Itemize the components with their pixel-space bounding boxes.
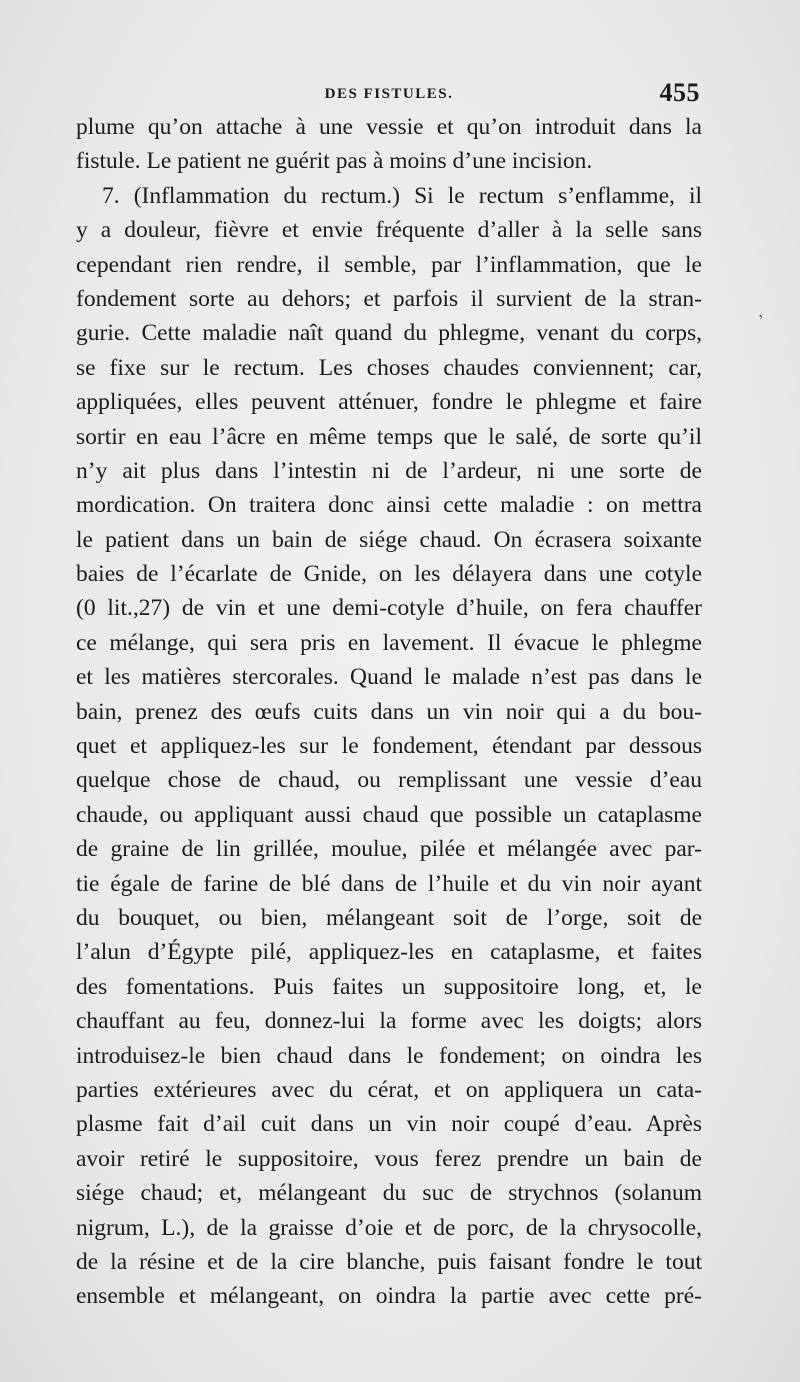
text-line: chauffant au feu, donnez-lui la forme avec les doigts; alors xyxy=(76,1008,702,1035)
text-line: ce mélange, qui sera pris en lavement. Il évacue le phlegme xyxy=(76,629,702,656)
text-line: mordication. On traitera donc ainsi cette maladie : on mettra xyxy=(76,492,702,519)
text-line: se fixe sur le rectum. Les choses chaudes conviennent; car, xyxy=(76,354,702,381)
text-line: sortir en eau l’âcre en même temps que le salé, de sorte qu’il xyxy=(76,423,702,450)
text-line: (0 lit.,27) de vin et une demi-cotyle d’huile, on fera chauffer xyxy=(76,595,702,622)
text-line: parties extérieures avec du cérat, et on appliquera un cata- xyxy=(76,1076,702,1103)
text-line: de graine de lin grillée, moulue, pilée et mélangée avec par- xyxy=(76,836,702,863)
text-line: l’alun d’Égypte pilé, appliquez-les en cataplasme, et faites xyxy=(76,939,702,966)
text-line: appliquées, elles peuvent atténuer, fondre le phlegme et faire xyxy=(76,389,702,416)
text-line: tie égale de farine de blé dans de l’huile et du vin noir ayant xyxy=(76,870,702,897)
running-title: DES FISTULES. xyxy=(324,86,454,102)
text-line: quelque chose de chaud, ou remplissant une vessie d’eau xyxy=(76,767,702,794)
text-line: y a douleur, fièvre et envie fréquente d’aller à la selle sans xyxy=(76,217,702,244)
running-head xyxy=(76,78,702,108)
stray-ink-mark: ʼ xyxy=(756,311,769,330)
text-line: gurie. Cette maladie naît quand du phlegme, venant du corps, xyxy=(76,320,702,347)
text-line: fondement sorte au dehors; et parfois il survient de la stran- xyxy=(76,285,702,312)
text-line: nigrum, L.), de la graisse d’oie et de porc, de la chrysocolle, xyxy=(76,1214,702,1241)
text-line: n’y ait plus dans l’intestin ni de l’ardeur, ni une sorte de xyxy=(76,457,702,484)
text-line: du bouquet, ou bien, mélangeant soit de l’orge, soit de xyxy=(76,904,702,931)
text-line: plume qu’on attache à une vessie et qu’on introduit dans la xyxy=(76,114,702,140)
text-line: bain, prenez des œufs cuits dans un vin noir qui a du bou- xyxy=(76,698,702,725)
text-line: baies de l’écarlate de Gnide, on les délayera dans une cotyle xyxy=(76,561,702,588)
text-line: 7. (Inflammation du rectum.) Si le rectum s’enflamme, il xyxy=(102,182,702,209)
text-line: introduisez-le bien chaud dans le fondement; on oindra les xyxy=(76,1042,702,1069)
text-line: cependant rien rendre, il semble, par l’inflammation, que le xyxy=(76,251,702,278)
text-line: siége chaud; et, mélangeant du suc de strychnos (solanum xyxy=(76,1180,702,1207)
text-line: chaude, ou appliquant aussi chaud que possible un cataplasme xyxy=(76,801,702,828)
text-line: des fomentations. Puis faites un suppositoire long, et, le xyxy=(76,973,702,1000)
text-line: plasme fait d’ail cuit dans un vin noir coupé d’eau. Après xyxy=(76,1111,702,1138)
text-line: et les matières stercorales. Quand le malade n’est pas dans le xyxy=(76,664,702,691)
text-line: ensemble et mélangeant, on oindra la partie avec cette pré- xyxy=(76,1283,702,1310)
text-line: quet et appliquez-les sur le fondement, étendant par dessous xyxy=(76,733,702,760)
page-number: 455 xyxy=(659,78,700,107)
text-line: de la résine et de la cire blanche, puis faisant fondre le tout xyxy=(76,1248,702,1275)
text-line: fistule. Le patient ne guérit pas à moins d’une incision. xyxy=(76,148,593,175)
text-line: le patient dans un bain de siége chaud. On écrasera soixante xyxy=(76,526,702,553)
body-text xyxy=(76,110,702,1314)
text-line: avoir retiré le suppositoire, vous ferez prendre un bain de xyxy=(76,1145,702,1172)
